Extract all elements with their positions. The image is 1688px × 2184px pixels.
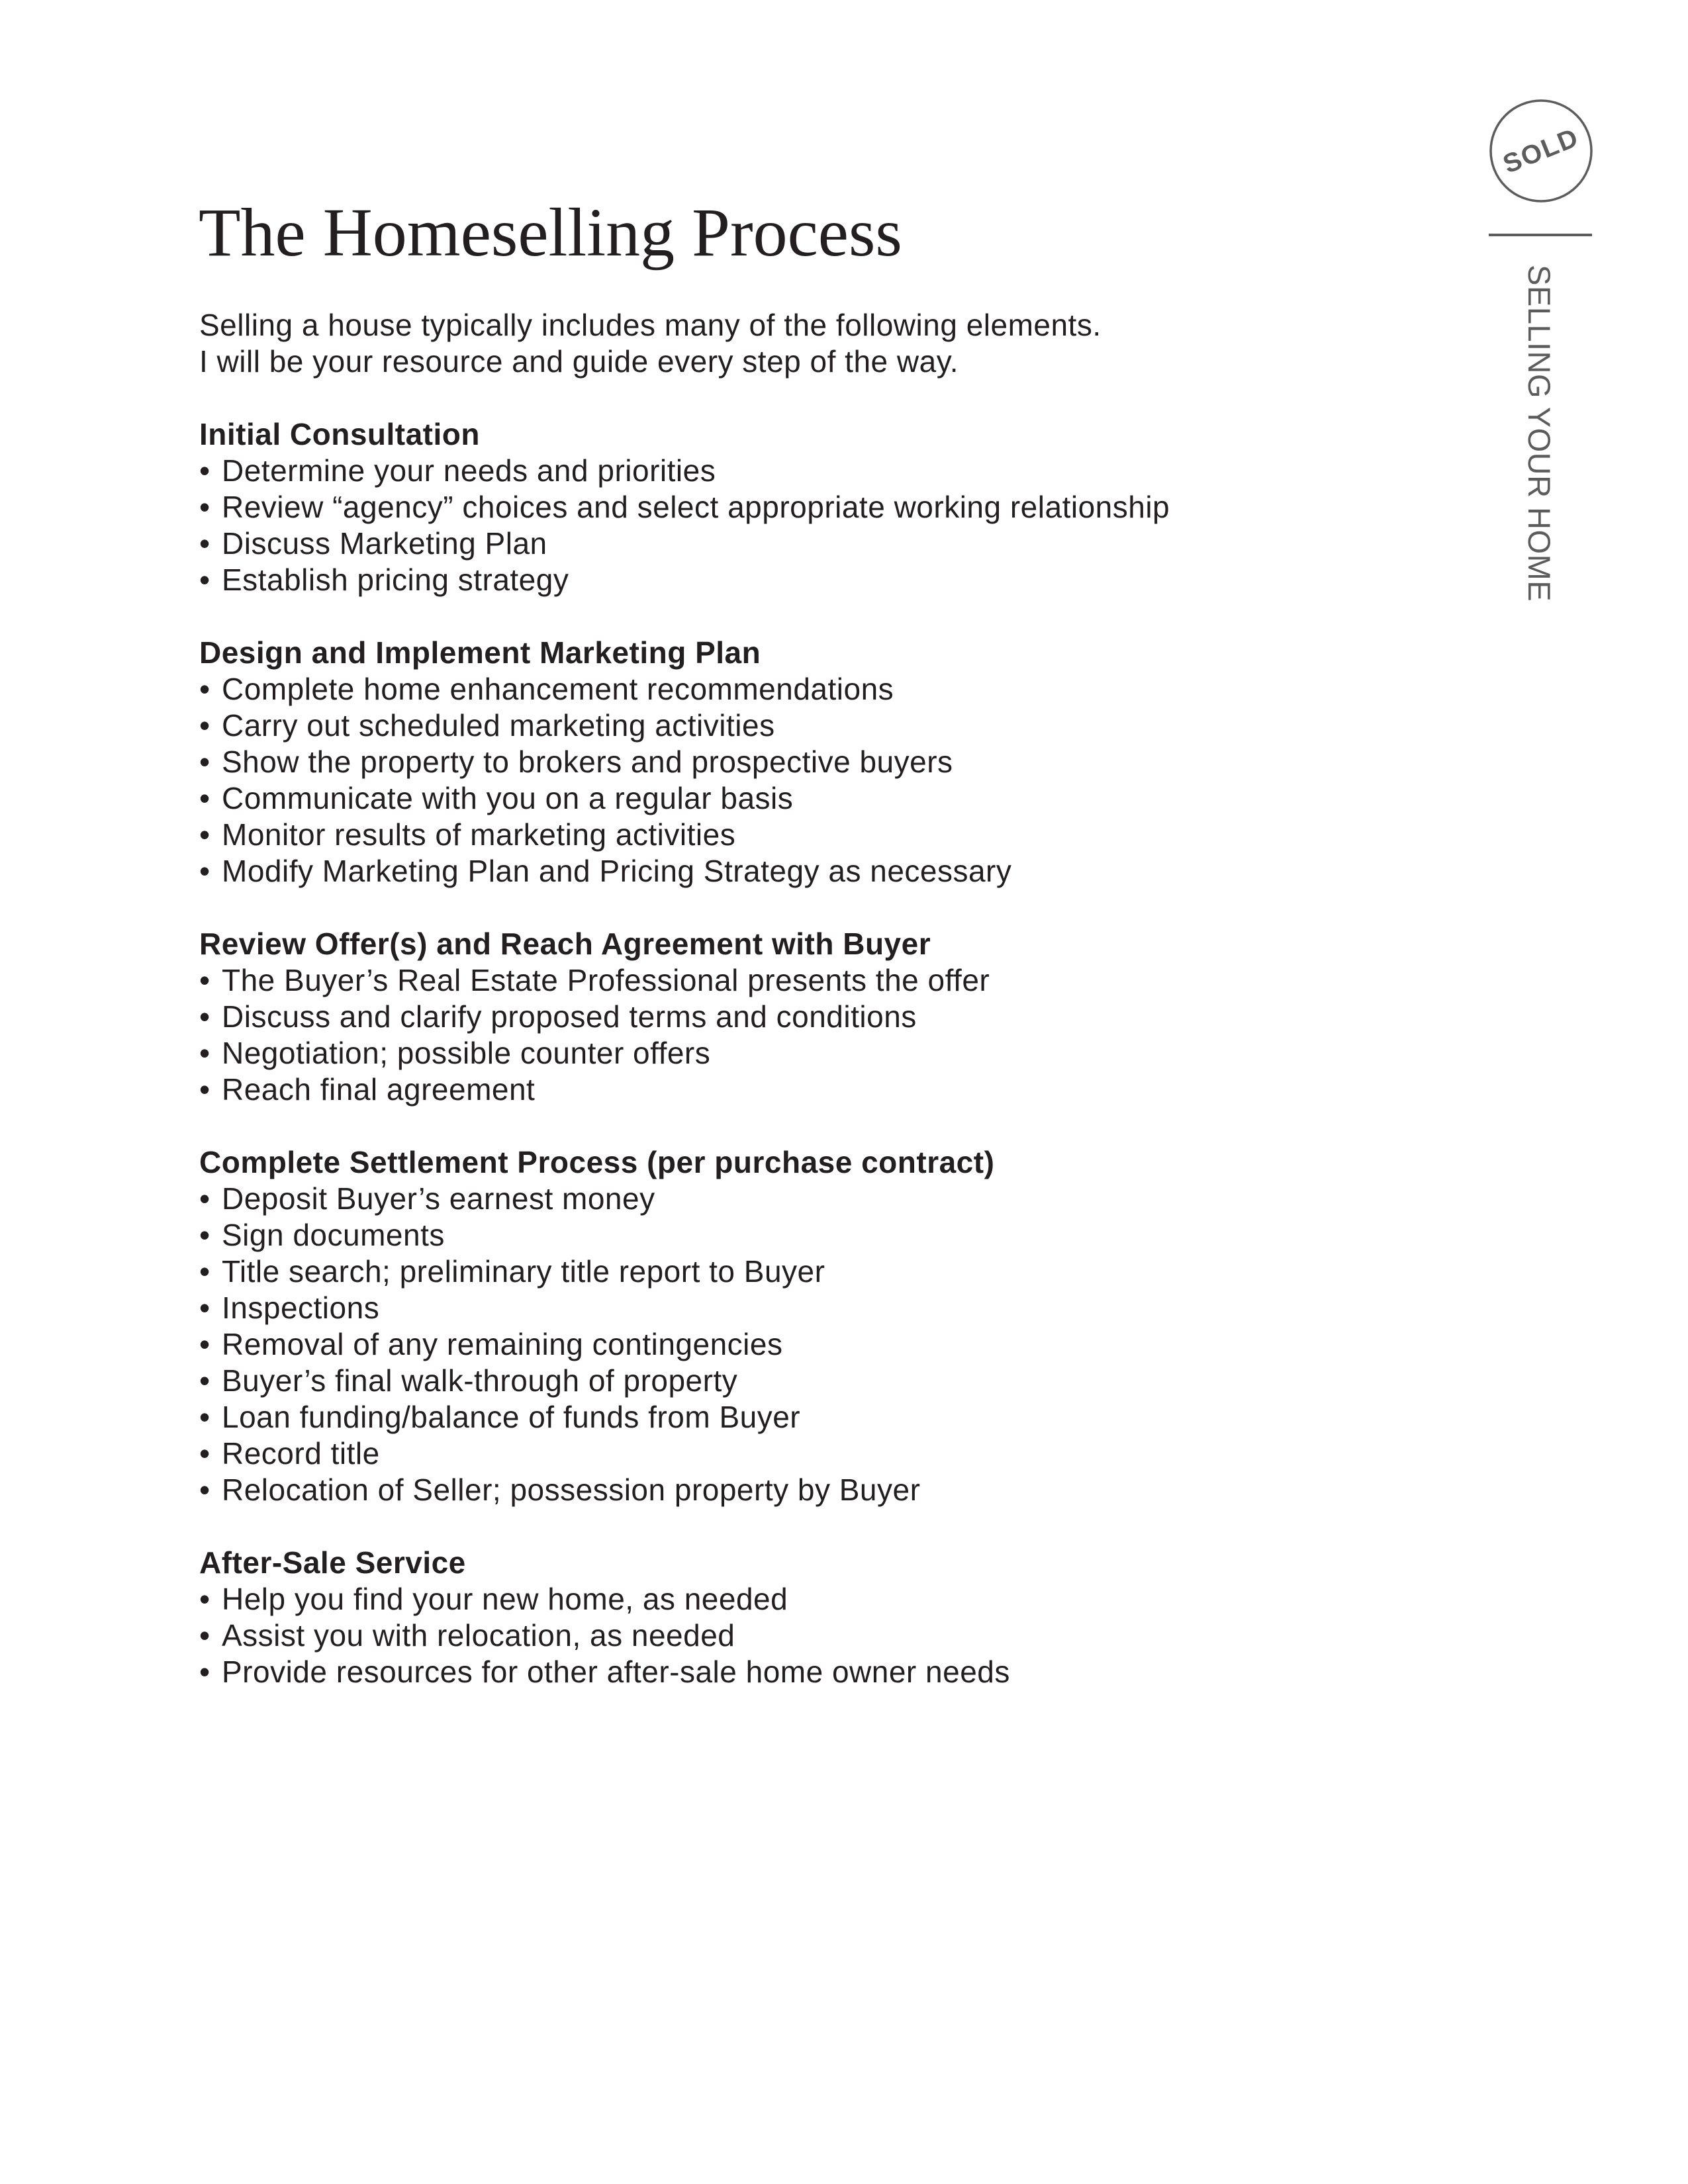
list-item (199, 1363, 1457, 1399)
bullet-list (199, 1581, 1457, 1690)
bullet-icon: • (199, 1473, 211, 1507)
bullet-icon: • (199, 1291, 211, 1325)
list-item-text: The Buyer’s Real Estate Professional presents the offer (222, 963, 990, 997)
list-item (199, 489, 1457, 525)
bullet-icon: • (199, 1254, 211, 1289)
list-item-text: Assist you with relocation, as needed (222, 1618, 735, 1653)
list-item (199, 1654, 1457, 1690)
bullet-list (199, 1181, 1457, 1508)
list-item-text: Removal of any remaining contingencies (222, 1327, 783, 1361)
list-item-text: Help you find your new home, as needed (222, 1582, 788, 1616)
list-item (199, 1617, 1457, 1654)
list-item-text: Establish pricing strategy (222, 563, 569, 597)
list-item-text: Carry out scheduled marketing activities (222, 708, 775, 743)
section (199, 416, 1457, 598)
bullet-icon: • (199, 1582, 211, 1616)
bullet-icon: • (199, 1436, 211, 1471)
bullet-icon: • (199, 708, 211, 743)
list-item (199, 707, 1457, 744)
side-section-label: SELLING YOUR HOME (1522, 265, 1557, 602)
section-heading: Design and Implement Marketing Plan (199, 635, 761, 670)
bullet-icon: • (199, 1327, 211, 1361)
list-item-text: Record title (222, 1436, 380, 1471)
bullet-icon: • (199, 1036, 211, 1070)
section-heading: After-Sale Service (199, 1545, 466, 1580)
list-item-text: Review “agency” choices and select appropriate working relationship (222, 490, 1170, 524)
list-item (199, 780, 1457, 817)
list-item (199, 744, 1457, 780)
list-item (199, 817, 1457, 853)
list-item-text: Modify Marketing Plan and Pricing Strategy as necessary (222, 854, 1012, 888)
stamp-text: SOLD (1499, 122, 1583, 179)
bullet-icon: • (199, 817, 211, 852)
section (199, 1545, 1457, 1690)
list-item (199, 853, 1457, 889)
bullet-icon: • (199, 1218, 211, 1252)
list-item-text: Discuss Marketing Plan (222, 526, 547, 561)
bullet-icon: • (199, 1400, 211, 1434)
bullet-icon: • (199, 1363, 211, 1398)
bullet-icon: • (199, 1618, 211, 1653)
list-item (199, 525, 1457, 562)
list-item (199, 1035, 1457, 1071)
section-heading: Complete Settlement Process (per purchase contract) (199, 1145, 995, 1179)
list-item (199, 1581, 1457, 1617)
list-item (199, 1435, 1457, 1472)
page-title: The Homeselling Process (199, 195, 902, 271)
side-divider (1489, 234, 1592, 236)
list-item-text: Provide resources for other after-sale home owner needs (222, 1655, 1010, 1689)
bullet-icon: • (199, 490, 211, 524)
sections-container (199, 416, 1457, 1690)
list-item-text: Inspections (222, 1291, 380, 1325)
list-item (199, 1217, 1457, 1253)
list-item (199, 1290, 1457, 1326)
list-item (199, 1253, 1457, 1290)
bullet-icon: • (199, 526, 211, 561)
list-item (199, 999, 1457, 1035)
section-heading: Initial Consultation (199, 417, 480, 451)
list-item-text: Communicate with you on a regular basis (222, 781, 794, 815)
list-item (199, 562, 1457, 598)
list-item (199, 1399, 1457, 1435)
sold-stamp-icon (1488, 98, 1594, 204)
intro-paragraph (199, 307, 1457, 380)
list-item (199, 962, 1457, 999)
list-item (199, 1071, 1457, 1108)
list-item (199, 671, 1457, 707)
bullet-list (199, 671, 1457, 889)
document-body (199, 307, 1457, 1727)
section (199, 635, 1457, 889)
section (199, 1144, 1457, 1508)
bullet-icon: • (199, 745, 211, 779)
list-item (199, 1181, 1457, 1217)
list-item (199, 1472, 1457, 1508)
list-item-text: Buyer’s final walk-through of property (222, 1363, 738, 1398)
list-item-text: Complete home enhancement recommendations (222, 672, 894, 706)
bullet-icon: • (199, 999, 211, 1034)
bullet-icon: • (199, 1072, 211, 1107)
list-item-text: Relocation of Seller; possession property by Buyer (222, 1473, 921, 1507)
list-item-text: Reach final agreement (222, 1072, 536, 1107)
list-item (199, 453, 1457, 489)
list-item-text: Deposit Buyer’s earnest money (222, 1181, 655, 1216)
intro-line-2: I will be your resource and guide every step of the way. (199, 344, 959, 379)
list-item-text: Monitor results of marketing activities (222, 817, 736, 852)
bullet-icon: • (199, 1655, 211, 1689)
bullet-icon: • (199, 1181, 211, 1216)
bullet-list (199, 453, 1457, 598)
bullet-icon: • (199, 672, 211, 706)
list-item-text: Loan funding/balance of funds from Buyer (222, 1400, 801, 1434)
bullet-icon: • (199, 854, 211, 888)
list-item-text: Determine your needs and priorities (222, 453, 716, 488)
list-item-text: Discuss and clarify proposed terms and conditions (222, 999, 917, 1034)
section (199, 926, 1457, 1108)
list-item (199, 1326, 1457, 1363)
bullet-icon: • (199, 453, 211, 488)
list-item-text: Sign documents (222, 1218, 445, 1252)
list-item-text: Show the property to brokers and prospective buyers (222, 745, 953, 779)
section-heading: Review Offer(s) and Reach Agreement with Buyer (199, 927, 931, 961)
list-item-text: Negotiation; possible counter offers (222, 1036, 711, 1070)
intro-line-1: Selling a house typically includes many of the following elements. (199, 308, 1102, 342)
list-item-text: Title search; preliminary title report to Buyer (222, 1254, 825, 1289)
bullet-icon: • (199, 563, 211, 597)
bullet-icon: • (199, 963, 211, 997)
bullet-icon: • (199, 781, 211, 815)
bullet-list (199, 962, 1457, 1108)
